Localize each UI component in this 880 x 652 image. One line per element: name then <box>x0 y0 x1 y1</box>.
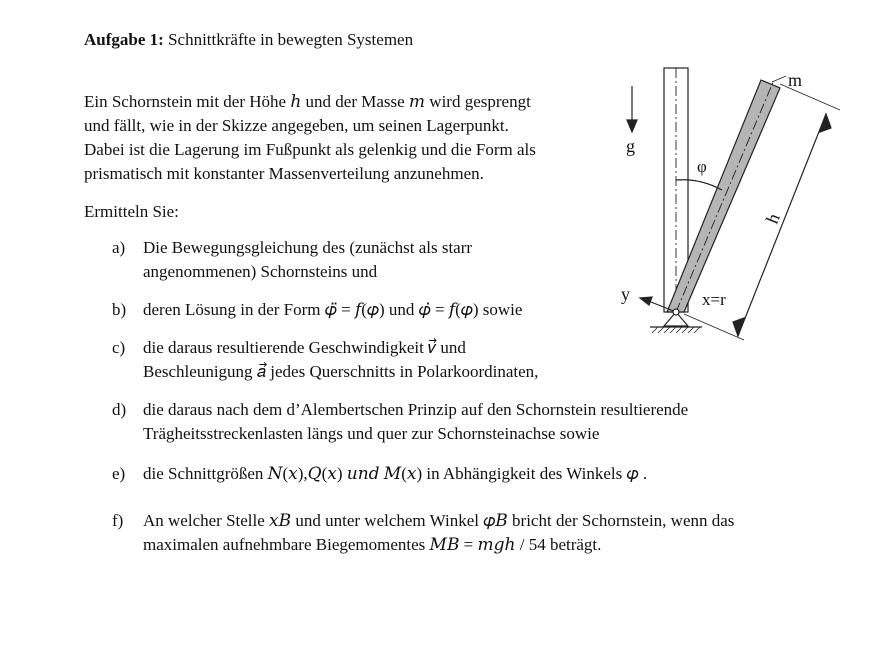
label-x: x=r <box>702 290 726 309</box>
mass-pointer <box>772 76 786 82</box>
subtask-line: deren Lösung in der Form 𝜑̈ = 𝑓(𝜑) und 𝜑̇ = 𝑓(𝜑) sowie <box>143 300 523 319</box>
subtask-label: c) <box>112 338 126 357</box>
subtask-label: a) <box>112 238 126 257</box>
tilted-chimney <box>667 80 780 312</box>
label-height: h <box>761 210 784 227</box>
subtask-line: Beschleunigung 𝑎⃗ jedes Querschnitts in Polarkoordinaten, <box>143 362 539 381</box>
task-title-number: Aufgabe 1: <box>84 30 164 49</box>
subtask-line: die daraus resultierende Geschwindigkeit 𝑣⃗ und <box>143 338 466 357</box>
phi-arc <box>676 180 722 190</box>
subtask-line: maximalen aufnehmbare Biegemomentes 𝑀𝐵 = 𝑚𝑔ℎ / 54 beträgt. <box>143 535 602 554</box>
label-gravity: g <box>626 136 635 156</box>
task-title-text: Schnittkräfte in bewegten Systemen <box>163 30 414 49</box>
subtask-line: Trägheitsstreckenlasten längs und quer zur Schornsteinachse sowie <box>143 424 600 443</box>
subtask-line: An welcher Stelle 𝑥𝐵 und unter welchem Winkel 𝜑𝐵 bricht der Schornstein, wenn das <box>143 511 735 530</box>
subtask-label: f) <box>112 511 124 530</box>
intro-line: und fällt, wie in der Skizze angegeben, um seinen Lagerpunkt. <box>84 116 509 135</box>
label-y: y <box>621 284 630 304</box>
intro-line: Dabei ist die Lagerung im Fußpunkt als gelenkig und die Form als <box>84 140 536 159</box>
subtask-label: b) <box>112 300 127 319</box>
task-title <box>84 30 413 50</box>
subtask-label: e) <box>112 464 126 483</box>
subtask-line: die daraus nach dem d’Alembertschen Prinzip auf den Schornstein resultierende <box>143 400 689 419</box>
subtask-line: Die Bewegungsgleichung des (zunächst als starr <box>143 238 473 257</box>
intro-paragraph <box>84 90 614 186</box>
chimney-figure <box>610 60 880 360</box>
height-arrow-bottom <box>733 318 744 336</box>
label-mass: m <box>788 70 803 90</box>
height-arrow-top <box>820 114 831 132</box>
label-phi: φ <box>697 157 707 176</box>
subtask-line: die Schnittgrößen 𝑁(𝑥),𝑄(𝑥) 𝑢𝑛𝑑 𝑀(𝑥) in Abhängigkeit des Winkels 𝜑 . <box>143 464 648 483</box>
ground-hatching <box>652 327 700 333</box>
subtask-line: angenommenen) Schornsteins und <box>143 262 378 281</box>
intro-line: prismatisch mit konstanter Massenverteilung anzunehmen. <box>84 164 484 183</box>
subtask-label: d) <box>112 400 127 419</box>
hinge-circle <box>673 309 679 315</box>
intro-line: Ein Schornstein mit der Höhe ℎ und der Masse 𝑚 wird gesprengt <box>84 92 531 111</box>
gravity-arrowhead <box>627 120 637 132</box>
task-prompt: Ermitteln Sie: <box>84 202 179 221</box>
y-axis-arrowhead <box>640 297 652 305</box>
